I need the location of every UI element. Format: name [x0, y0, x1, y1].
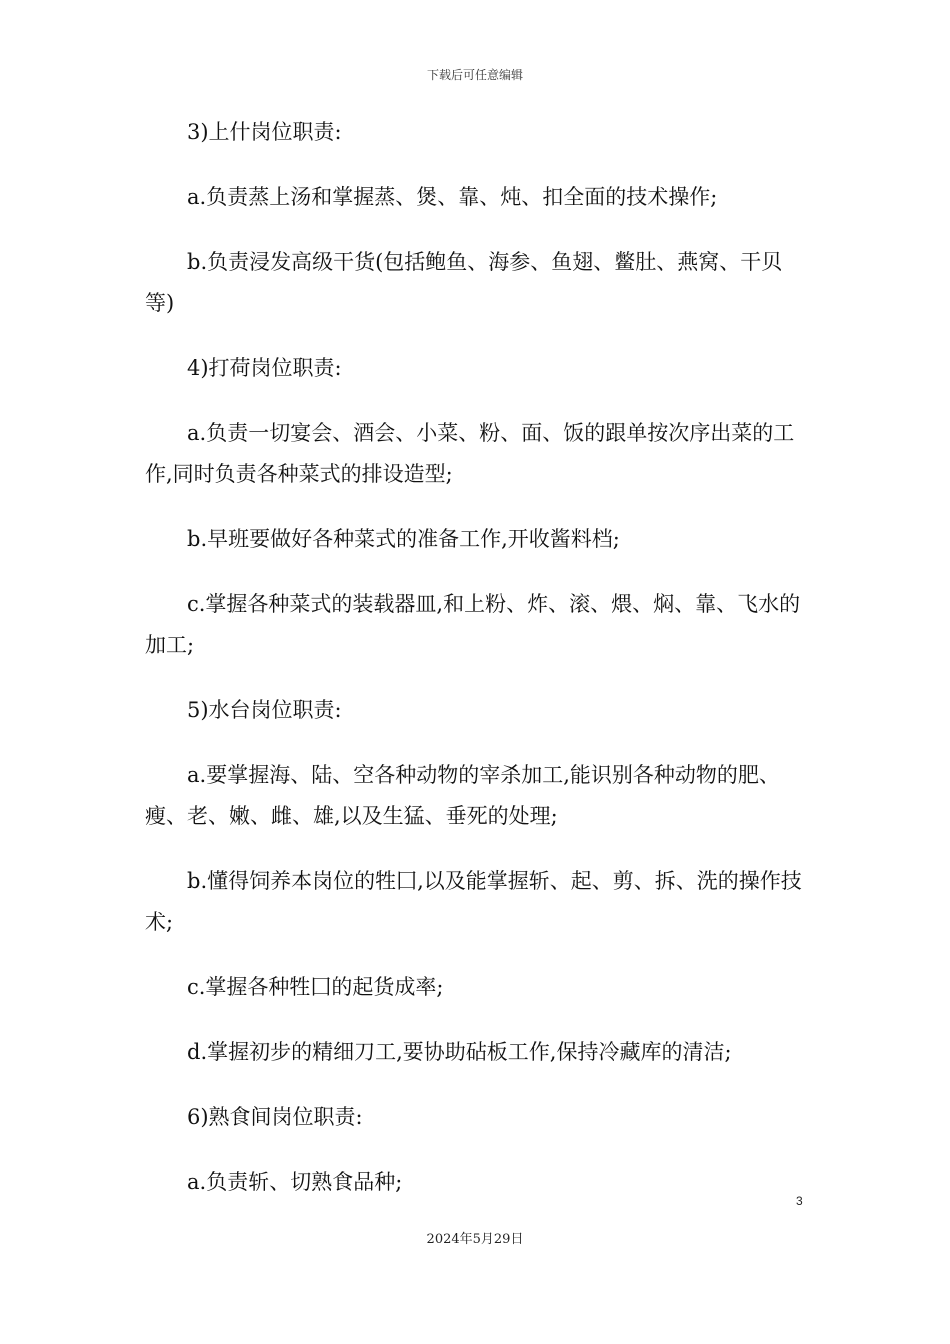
duty-item: b.早班要做好各种菜式的准备工作,开收酱料档;	[187, 527, 620, 551]
section-heading-shuitai: 5)水台岗位职责:	[187, 698, 342, 722]
duty-item: b.懂得饲养本岗位的牲囗,以及能掌握斩、起、剪、拆、洗的操作技术;	[145, 869, 802, 934]
footer-date: 2024年5月29日	[426, 1232, 524, 1247]
duty-item: d.掌握初步的精细刀工,要协助砧板工作,保持冷藏库的清洁;	[187, 1040, 732, 1064]
duty-item: a.负责蒸上汤和掌握蒸、煲、靠、炖、扣全面的技术操作;	[187, 185, 718, 209]
page-number: 3	[796, 1194, 803, 1208]
duty-item: a.要掌握海、陆、空各种动物的宰杀加工,能识别各种动物的肥、瘦、老、嫩、雌、雄,以及生猛、垂死的处理;	[145, 763, 780, 828]
section-heading-dahe: 4)打荷岗位职责:	[187, 356, 342, 380]
section-heading-shangshi: 3)上什岗位职责:	[187, 120, 342, 144]
duty-item: c.掌握各种菜式的装载器皿,和上粉、炸、滚、煨、焖、靠、飞水的加工;	[145, 592, 801, 657]
duty-item: a.负责一切宴会、酒会、小菜、粉、面、饭的跟单按次序出菜的工作,同时负责各种菜式的排设造型;	[145, 421, 795, 486]
duty-item: c.掌握各种牲囗的起货成率;	[187, 975, 444, 999]
duty-item: a.负责斩、切熟食品种;	[187, 1170, 403, 1194]
document-body	[145, 112, 810, 1227]
page-header: 下载后可任意编辑	[426, 68, 523, 82]
duty-item: b.负责浸发高级干货(包括鲍鱼、海参、鱼翅、鳖肚、燕窝、干贝等)	[145, 250, 783, 315]
section-heading-shushijian: 6)熟食间岗位职责:	[187, 1105, 363, 1129]
